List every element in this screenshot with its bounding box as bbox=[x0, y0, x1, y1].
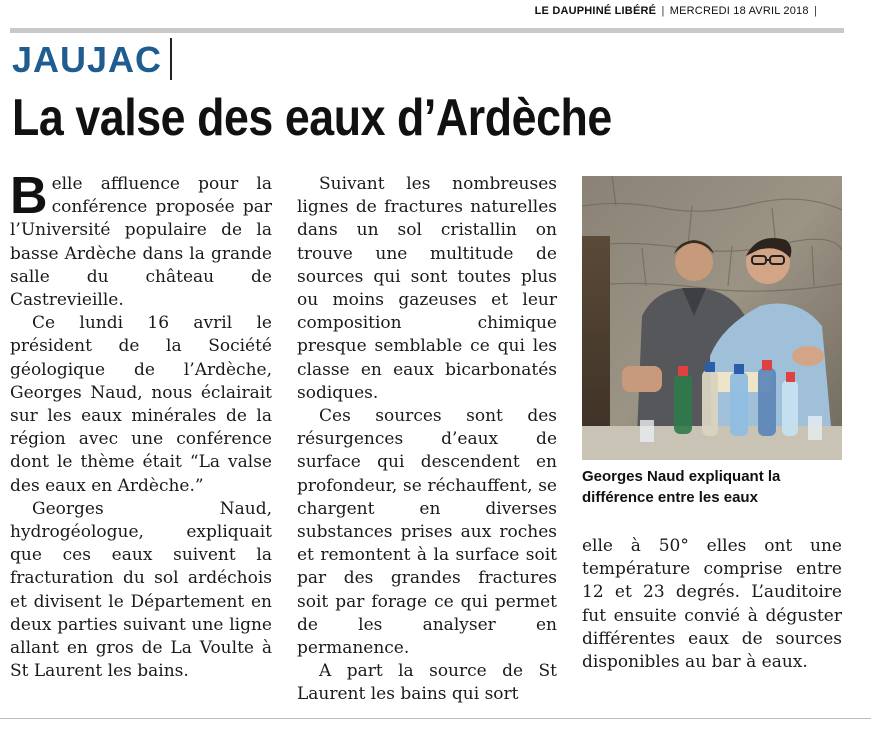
article-column-3 bbox=[582, 535, 842, 674]
rubric-divider bbox=[170, 38, 172, 80]
bottom-rule bbox=[0, 718, 871, 719]
article-paragraph: Georges Naud, hydrogéologue, expliquait que ces eaux suivent la fracturation du sol ardéchois et divisent le Département en deux parties suivant une ligne allant en gros de La Voulte à St Laurent les bains. bbox=[10, 498, 272, 682]
masthead-end-mark: | bbox=[813, 5, 817, 17]
article-paragraph: elle à 50° elles ont une température comprise entre 12 et 23 degrés. L’auditoire fut ensuite convié à déguster différentes eaux de sources disponibles au bar à eaux. bbox=[582, 536, 842, 673]
masthead-separator: | bbox=[661, 5, 665, 17]
article-column-1 bbox=[10, 167, 272, 683]
top-rule bbox=[10, 28, 844, 33]
publication-date: MERCREDI 18 AVRIL 2018 bbox=[669, 5, 809, 17]
rubric-town: JAUJAC bbox=[12, 39, 163, 80]
article-column-2 bbox=[297, 173, 557, 707]
article-paragraph: Belle affluence pour la conférence proposée par l’Université populaire de la basse Ardèche dans la grande salle du château de Castrevieille. bbox=[10, 167, 272, 311]
article-headline: La valse des eaux d’Ardèche bbox=[12, 89, 612, 147]
masthead bbox=[535, 5, 819, 17]
article-paragraph: Ces sources sont des résurgences d’eaux de surface qui descendent en profondeur, se réchauffent, se chargent en diverses substances prises aux roches et remontent à la surface soit par des grandes fractures soit par forage ce qui permet de les analyser en permanence. bbox=[297, 406, 557, 659]
drop-cap: B bbox=[10, 167, 48, 225]
article-paragraph: A part la source de St Laurent les bains qui sort bbox=[297, 661, 557, 705]
article-paragraph: Suivant les nombreuses lignes de fractures naturelles dans un sol cristallin on trouve une multitude de sources qui sont toutes plus ou moins gazeuses et leur composition chimique presque semblable ce qui les classe en eaux bicarbonatés sodiques. bbox=[297, 174, 557, 403]
article-paragraph: Ce lundi 16 avril le président de la Société géologique de l’Ardèche, Georges Naud, nous éclairait sur les eaux minérales de la région avec une conférence dont le thème était “La valse des eaux en Ardèche.” bbox=[10, 313, 272, 496]
article-photo bbox=[582, 176, 842, 460]
photo-caption: Georges Naud expliquant la différence entre les eaux bbox=[582, 468, 781, 506]
newspaper-name: LE DAUPHINÉ LIBÉRÉ bbox=[534, 5, 657, 17]
